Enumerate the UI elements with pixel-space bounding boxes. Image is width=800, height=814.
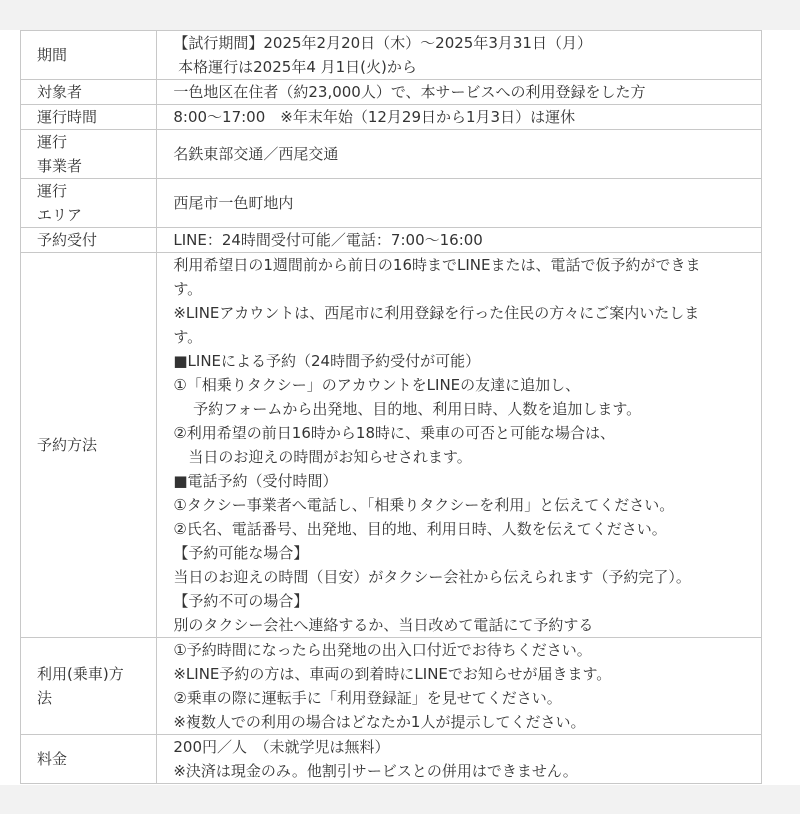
row-label — [21, 638, 157, 735]
row-value-line: ①「相乗りタクシー」のアカウントをLINEの友達に追加し、 — [173, 376, 581, 394]
row-label-text: 事業者 — [37, 157, 83, 175]
row-value-line: 一色地区在住者（約23,000人）で、本サービスへの利用登録をした方 — [173, 83, 646, 101]
row-value-line: ※LINEアカウントは、西尾市に利用登録を行った住民の方々にご案内いたしま — [173, 304, 700, 322]
row-label — [21, 253, 157, 638]
table-row-period — [21, 31, 762, 80]
table-row-hours — [21, 105, 762, 130]
row-value-line: ※複数人での利用の場合はどなたか1人が提示してください。 — [173, 713, 586, 731]
row-value-line: 別のタクシー会社へ連絡するか、当日改めて電話にて予約する — [173, 616, 594, 634]
row-label-text: エリア — [37, 206, 83, 224]
row-value — [157, 80, 762, 105]
row-value — [157, 31, 762, 80]
row-value-line: ■電話予約（受付時間） — [173, 472, 338, 490]
row-value-line: ※決済は現金のみ。他割引サービスとの併用はできません。 — [173, 762, 578, 780]
table-row-operator — [21, 130, 762, 179]
table-row-target — [21, 80, 762, 105]
row-label — [21, 735, 157, 784]
row-value-line: ①タクシー事業者へ電話し、「相乗りタクシーを利用」と伝えてください。 — [173, 496, 675, 514]
row-label-text: 料金 — [37, 750, 68, 768]
row-label-text: 運行時間 — [37, 108, 98, 126]
row-value — [157, 130, 762, 179]
table-row-boarding-method — [21, 638, 762, 735]
table-row-reservation-method — [21, 253, 762, 638]
row-label — [21, 179, 157, 228]
row-value — [157, 735, 762, 784]
row-label-text: 対象者 — [37, 83, 83, 101]
row-value-line: 利用希望日の1週間前から前日の16時までLINEまたは、電話で仮予約ができま — [173, 256, 701, 274]
row-value-line: ※LINE予約の方は、車両の到着時にLINEでお知らせが届きます。 — [173, 665, 612, 683]
row-value-line: 8:00～17:00 ※年末年始（12月29日から1月3日）は運休 — [173, 108, 576, 126]
row-value-line: ②乗車の際に運転手に「利用登録証」を見せてください。 — [173, 689, 562, 707]
row-value-line: す。 — [173, 328, 203, 346]
row-value-line: 200円／人 （未就学児は無料） — [173, 738, 390, 756]
row-value — [157, 105, 762, 130]
row-value-line: ②氏名、電話番号、出発地、目的地、利用日時、人数を伝えてください。 — [173, 520, 667, 538]
row-label — [21, 80, 157, 105]
row-value-line: 当日のお迎えの時間（目安）がタクシー会社から伝えられます（予約完了）。 — [173, 568, 691, 586]
row-value-line: LINE：24時間受付可能／電話：7:00～16:00 — [173, 231, 483, 249]
row-value-line: 【予約可能な場合】 — [173, 544, 309, 562]
row-label — [21, 105, 157, 130]
row-value — [157, 179, 762, 228]
row-label-text: 利用(乗車)方 — [37, 665, 124, 683]
table-row-fare — [21, 735, 762, 784]
service-info-table — [20, 30, 762, 784]
row-label — [21, 130, 157, 179]
table-row-area — [21, 179, 762, 228]
row-value — [157, 253, 762, 638]
row-value-line: ■LINEによる予約（24時間予約受付が可能） — [173, 352, 481, 370]
row-label-text: 予約方法 — [37, 436, 98, 454]
row-value-line: ①予約時間になったら出発地の出入口付近でお待ちください。 — [173, 641, 592, 659]
row-value — [157, 228, 762, 253]
row-value-line: 本格運行は2025年4 月1日(火)から — [173, 58, 417, 76]
row-value-line: 【試行期間】2025年2月20日（木）～2025年3月31日（月） — [173, 34, 592, 52]
row-value-line: 西尾市一色町地内 — [173, 194, 294, 212]
row-label — [21, 31, 157, 80]
row-label-text: 期間 — [37, 46, 68, 64]
row-value-line: 予約フォームから出発地、目的地、利用日時、人数を追加します。 — [173, 400, 642, 418]
row-value-line: 【予約不可の場合】 — [173, 592, 309, 610]
row-label-text: 運行 — [37, 182, 68, 200]
table-row-reservation-hours — [21, 228, 762, 253]
row-value-line: す。 — [173, 280, 203, 298]
row-value — [157, 638, 762, 735]
row-label-text: 予約受付 — [37, 231, 98, 249]
row-value-line: ②利用希望の前日16時から18時に、乗車の可否と可能な場合は、 — [173, 424, 615, 442]
row-value-line: 名鉄東部交通／西尾交通 — [173, 145, 339, 163]
row-value-line: 当日のお迎えの時間がお知らせされます。 — [173, 448, 472, 466]
row-label — [21, 228, 157, 253]
row-label-text: 法 — [37, 689, 53, 707]
row-label-text: 運行 — [37, 133, 68, 151]
